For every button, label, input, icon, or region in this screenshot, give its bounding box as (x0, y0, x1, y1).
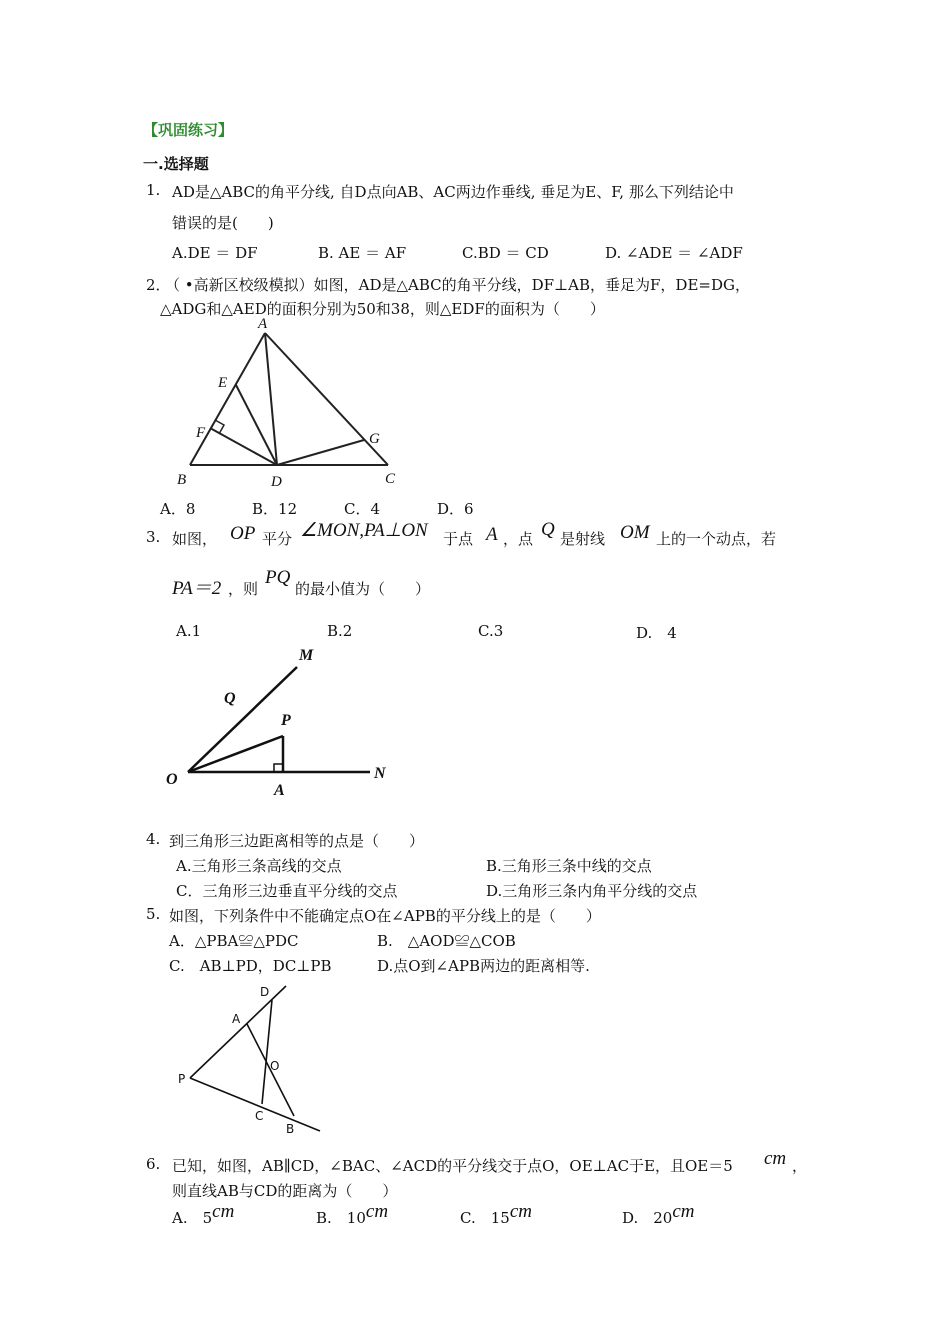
q5-option-d: D.点O到∠APB两边的距离相等. (377, 957, 590, 975)
q5-option-a: A．△PBA≌△PDC (169, 932, 299, 950)
q2-label-g: G (369, 431, 380, 447)
q3-text-moving-point: 上的一个动点，若 (656, 530, 777, 548)
q2-label-d: D (271, 474, 282, 490)
q5-ray-pb (190, 1078, 320, 1131)
q6-option-c-label: C. 15 (460, 1209, 510, 1227)
q3-label-n: N (374, 765, 386, 782)
q6-option-a-label: A. 5 (172, 1209, 213, 1227)
q4-option-a: A.三角形三条高线的交点 (176, 857, 342, 875)
q1-option-d: D. ∠ADE ＝ ∠ADF (605, 244, 743, 262)
q1-option-b: B. AE ＝ AF (318, 244, 407, 262)
q5-label-c: C (255, 1109, 264, 1123)
q3-text-min-value: 的最小值为（ ） (295, 580, 431, 598)
q6-option-a (172, 1201, 235, 1229)
q3-number: 3. (146, 528, 161, 546)
q2-number: 2． (146, 276, 171, 294)
q3-text-bisects: 平分 (262, 530, 293, 548)
q1-stem-line2: 错误的是( ) (172, 214, 274, 232)
q5-stem: 如图，下列条件中不能确定点O在∠APB的平分线上的是（ ） (169, 907, 601, 925)
q6-option-c (460, 1201, 532, 1229)
q3-option-c: C.3 (478, 622, 504, 640)
q5-label-d: D (260, 985, 270, 999)
q4-option-d: D.三角形三条内角平分线的交点 (486, 882, 698, 900)
q3-text-then: ，则 (228, 580, 259, 598)
q6-unit: cm (764, 1148, 787, 1169)
q3-option-d: D. 4 (636, 624, 677, 642)
q3-label-m: M (299, 647, 314, 664)
q6-option-d-label: D. 20 (622, 1209, 673, 1227)
q6-option-d-unit: cm (672, 1201, 695, 1222)
q2-label-f: F (196, 425, 206, 441)
q3-option-a: A.1 (176, 622, 202, 640)
q6-number: 6. (146, 1155, 161, 1173)
q3-option-b: B.2 (327, 622, 353, 640)
q6-option-b-unit: cm (365, 1201, 389, 1222)
q4-option-c: C．三角形三边垂直平分线的交点 (176, 882, 398, 900)
q2-label-b: B (177, 472, 187, 488)
q3-math-angle: ∠MON,PA⊥ON (300, 520, 428, 541)
q6-option-d (622, 1201, 695, 1229)
q2-label-a: A (258, 316, 268, 332)
q1-number: 1. (146, 181, 161, 199)
q4-stem: 到三角形三边距离相等的点是（ ） (169, 832, 425, 850)
q2-label-e: E (218, 375, 228, 391)
q2-stem-line2: △ADG和△AED的面积分别为50和38，则△EDF的面积为（ ） (160, 300, 605, 318)
q6-option-b (316, 1201, 389, 1229)
q3-math-a: A (486, 524, 498, 545)
q5-option-c: C. AB⊥PD，DC⊥PB (169, 957, 332, 975)
q3-label-a: A (274, 782, 285, 799)
q2-stem-line1: （ •高新区校级模拟）如图，AD是△ABC的角平分线，DF⊥AB，垂足为F，DE=DG， (165, 276, 750, 294)
q2-option-d: D．6 (437, 500, 474, 518)
q5-label-o: O (270, 1059, 280, 1073)
q5-label-p: P (178, 1072, 186, 1086)
q6-option-c-unit: cm (509, 1201, 532, 1222)
q3-math-pq: PQ (265, 567, 291, 588)
q1-option-c: C.BD ＝ CD (462, 244, 549, 262)
q6-stem-line2: 则直线AB与CD的距离为（ ） (172, 1182, 398, 1200)
q4-number: 4. (146, 830, 161, 848)
q3-math-pa: PA＝2 (172, 578, 222, 599)
q3-text-is-ray: 是射线 (560, 530, 606, 548)
q3-label-q: Q (224, 690, 236, 707)
q3-math-op: OP (230, 523, 256, 544)
section-title: 【巩固练习】 (143, 121, 234, 139)
q6-stem-line1: 已知，如图，AB∥CD，∠BAC、∠ACD的平分线交于点O，OE⊥AC于E，且OE＝5 (172, 1157, 733, 1175)
q3-label-o: O (166, 771, 178, 788)
q3-text-at-point: 于点 (443, 530, 474, 548)
q2-option-b: B．12 (252, 500, 298, 518)
q1-stem-line1: AD是△ABC的角平分线, 自D点向AB、AC两边作垂线, 垂足为E、F, 那么下列结论中 (172, 183, 734, 201)
q5-label-b: B (286, 1122, 295, 1136)
q5-number: 5. (146, 905, 161, 923)
q5-label-a: A (232, 1012, 241, 1026)
q3-prefix: 如图， (172, 530, 218, 548)
q2-option-c: C．4 (344, 500, 381, 518)
q6-stem-line1-end: ， (792, 1157, 808, 1175)
q3-label-p: P (281, 712, 291, 729)
part-title: 一.选择题 (143, 155, 209, 173)
q2-label-c: C (385, 471, 396, 487)
q4-option-b: B.三角形三条中线的交点 (486, 857, 652, 875)
q3-math-q: Q (541, 519, 555, 540)
q2-option-a: A．8 (160, 500, 196, 518)
q5-segment-dc (262, 1000, 272, 1104)
q6-option-a-unit: cm (212, 1201, 235, 1222)
q1-option-a: A.DE ＝ DF (172, 244, 258, 262)
q5-option-b: B. △AOD≌△COB (377, 932, 516, 950)
q3-math-om: OM (620, 522, 650, 543)
q3-text-point: ，点 (503, 530, 534, 548)
q6-option-b-label: B. 10 (316, 1209, 366, 1227)
